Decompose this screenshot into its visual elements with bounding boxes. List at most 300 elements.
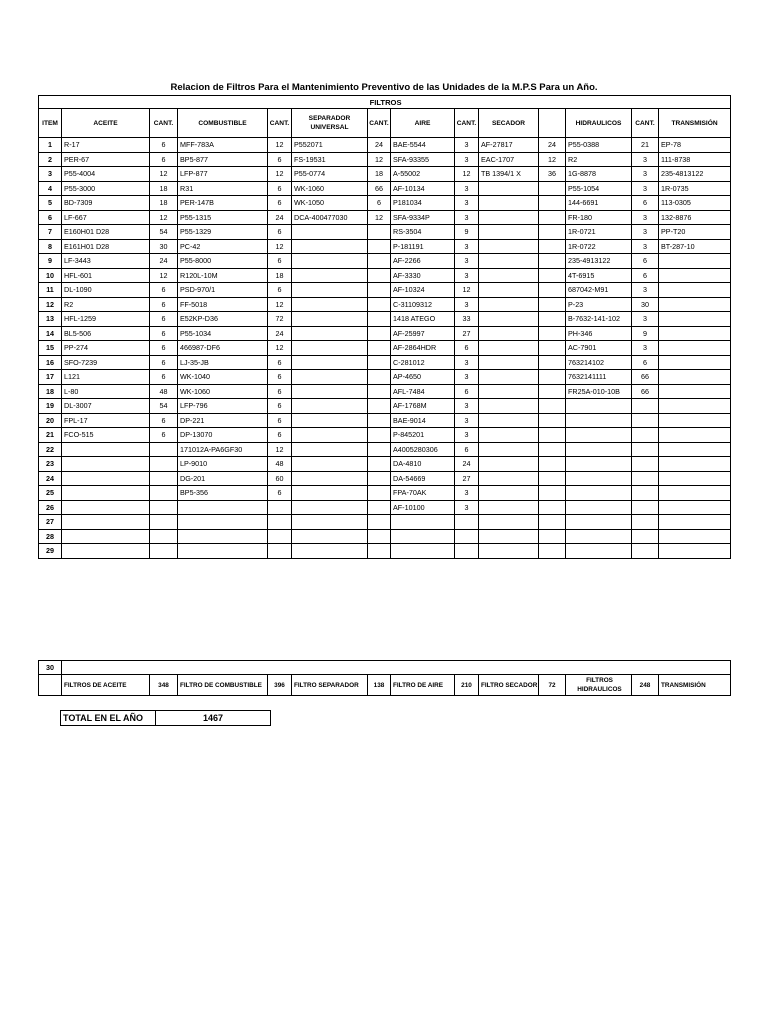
table-cell: 6 bbox=[150, 152, 178, 167]
table-cell bbox=[368, 457, 391, 472]
table-cell bbox=[62, 529, 150, 544]
table-cell bbox=[368, 283, 391, 298]
table-cell: HFL-601 bbox=[62, 268, 150, 283]
table-cell: FF-5018 bbox=[178, 297, 268, 312]
table-cell: P552071 bbox=[292, 138, 368, 153]
table-cell: P-23 bbox=[566, 297, 632, 312]
table-cell bbox=[292, 355, 368, 370]
table-cell: 12 bbox=[368, 210, 391, 225]
table-cell bbox=[479, 384, 539, 399]
table-cell bbox=[566, 486, 632, 501]
table-cell: 6 bbox=[632, 355, 659, 370]
table-cell bbox=[539, 413, 566, 428]
table-cell: 12 bbox=[150, 268, 178, 283]
summary-cell: 138 bbox=[368, 675, 391, 696]
table-cell: 33 bbox=[455, 312, 479, 327]
table-cell: 12 bbox=[368, 152, 391, 167]
item-number: 3 bbox=[39, 167, 62, 182]
table-cell: BAE-9014 bbox=[391, 413, 455, 428]
table-cell bbox=[659, 370, 731, 385]
table-row bbox=[39, 312, 731, 327]
table-cell: C-281012 bbox=[391, 355, 455, 370]
table-cell: P55-1054 bbox=[566, 181, 632, 196]
item-number: 2 bbox=[39, 152, 62, 167]
table-cell: 18 bbox=[150, 181, 178, 196]
table-cell: FS-19531 bbox=[292, 152, 368, 167]
table-cell bbox=[539, 341, 566, 356]
table-cell bbox=[368, 486, 391, 501]
table-cell bbox=[659, 341, 731, 356]
table-cell: 144-6691 bbox=[566, 196, 632, 211]
table-cell bbox=[539, 370, 566, 385]
table-cell: 6 bbox=[268, 152, 292, 167]
table-cell: 6 bbox=[268, 355, 292, 370]
table-cell: LF-667 bbox=[62, 210, 150, 225]
table-cell bbox=[566, 428, 632, 443]
table-row bbox=[39, 152, 731, 167]
table-cell: AF-1768M bbox=[391, 399, 455, 414]
row-30 bbox=[39, 661, 731, 675]
table-cell: 60 bbox=[268, 471, 292, 486]
column-header: COMBUSTIBLE bbox=[178, 109, 268, 138]
table-row bbox=[39, 384, 731, 399]
table-cell: 12 bbox=[268, 442, 292, 457]
table-cell bbox=[178, 515, 268, 530]
table-cell bbox=[566, 399, 632, 414]
table-cell: 6 bbox=[632, 254, 659, 269]
table-cell: 687042-M91 bbox=[566, 283, 632, 298]
item-number: 10 bbox=[39, 268, 62, 283]
table-cell: EAC-1707 bbox=[479, 152, 539, 167]
table-cell: R120L-10M bbox=[178, 268, 268, 283]
table-cell: 466987-DF6 bbox=[178, 341, 268, 356]
table-cell: 6 bbox=[455, 442, 479, 457]
table-cell: 12 bbox=[268, 239, 292, 254]
table-cell: 6 bbox=[368, 196, 391, 211]
table-cell bbox=[178, 544, 268, 559]
table-cell bbox=[292, 486, 368, 501]
table-cell: BP5-877 bbox=[178, 152, 268, 167]
table-cell: FPL-17 bbox=[62, 413, 150, 428]
table-cell bbox=[539, 268, 566, 283]
summary-cell: 72 bbox=[539, 675, 566, 696]
item-number: 9 bbox=[39, 254, 62, 269]
table-cell: BD-7309 bbox=[62, 196, 150, 211]
column-header bbox=[539, 109, 566, 138]
table-cell: BP5-356 bbox=[178, 486, 268, 501]
table-cell: LFP-877 bbox=[178, 167, 268, 182]
table-cell bbox=[659, 500, 731, 515]
table-cell bbox=[659, 428, 731, 443]
table-cell bbox=[268, 515, 292, 530]
table-cell bbox=[391, 515, 455, 530]
table-cell: 18 bbox=[268, 268, 292, 283]
summary-cell: TRANSMISIÓN bbox=[659, 675, 731, 696]
item-number: 30 bbox=[39, 661, 62, 675]
table-cell bbox=[632, 544, 659, 559]
table-cell: P55-0388 bbox=[566, 138, 632, 153]
table-cell: PSD-970/1 bbox=[178, 283, 268, 298]
table-cell: AC-7901 bbox=[566, 341, 632, 356]
table-cell: 1R-0735 bbox=[659, 181, 731, 196]
table-cell bbox=[539, 283, 566, 298]
table-cell: AFL-7484 bbox=[391, 384, 455, 399]
item-number: 29 bbox=[39, 544, 62, 559]
table-cell bbox=[539, 529, 566, 544]
column-header: CANT. bbox=[150, 109, 178, 138]
table-cell bbox=[150, 515, 178, 530]
table-cell: 30 bbox=[150, 239, 178, 254]
summary-cell: 396 bbox=[268, 675, 292, 696]
table-cell: 30 bbox=[632, 297, 659, 312]
table-cell bbox=[368, 225, 391, 240]
table-cell: 3 bbox=[455, 210, 479, 225]
table-cell: EP-78 bbox=[659, 138, 731, 153]
table-cell: 7632141111 bbox=[566, 370, 632, 385]
table-cell bbox=[539, 471, 566, 486]
table-cell: 3 bbox=[455, 254, 479, 269]
table-cell: 4T-6915 bbox=[566, 268, 632, 283]
table-cell: 72 bbox=[268, 312, 292, 327]
table-cell: 132-8876 bbox=[659, 210, 731, 225]
table-cell: AF-2864HDR bbox=[391, 341, 455, 356]
table-cell bbox=[566, 471, 632, 486]
table-cell bbox=[368, 297, 391, 312]
table-cell: PC-42 bbox=[178, 239, 268, 254]
table-cell: DP-13070 bbox=[178, 428, 268, 443]
table-row bbox=[39, 341, 731, 356]
table-cell bbox=[292, 457, 368, 472]
table-cell: 12 bbox=[455, 167, 479, 182]
table-cell bbox=[150, 457, 178, 472]
table-cell bbox=[632, 529, 659, 544]
item-number: 28 bbox=[39, 529, 62, 544]
table-row bbox=[39, 471, 731, 486]
table-cell: 6 bbox=[268, 413, 292, 428]
item-number: 16 bbox=[39, 355, 62, 370]
table-cell: 6 bbox=[150, 413, 178, 428]
table-row bbox=[39, 268, 731, 283]
table-cell: FR25A-010-10B bbox=[566, 384, 632, 399]
table-cell: AF-2266 bbox=[391, 254, 455, 269]
table-cell: 6 bbox=[150, 312, 178, 327]
table-cell bbox=[479, 515, 539, 530]
table-cell: E161H01 D28 bbox=[62, 239, 150, 254]
table-cell bbox=[62, 486, 150, 501]
table-cell: DP-221 bbox=[178, 413, 268, 428]
table-cell bbox=[368, 326, 391, 341]
table-cell: FR-180 bbox=[566, 210, 632, 225]
table-cell: DL-3007 bbox=[62, 399, 150, 414]
table-cell bbox=[659, 442, 731, 457]
table-cell bbox=[659, 254, 731, 269]
table-cell: AF-3330 bbox=[391, 268, 455, 283]
table-row bbox=[39, 442, 731, 457]
table-cell bbox=[62, 544, 150, 559]
table-cell bbox=[368, 442, 391, 457]
table-cell: LFP-796 bbox=[178, 399, 268, 414]
table-cell bbox=[150, 486, 178, 501]
summary-cell bbox=[39, 675, 62, 696]
table-cell bbox=[150, 544, 178, 559]
table-cell: 3 bbox=[455, 500, 479, 515]
table-cell: P55-1315 bbox=[178, 210, 268, 225]
table-cell: 24 bbox=[455, 457, 479, 472]
table-row bbox=[39, 413, 731, 428]
table-cell: 111-8738 bbox=[659, 152, 731, 167]
table-cell bbox=[479, 239, 539, 254]
table-cell: 6 bbox=[268, 370, 292, 385]
summary-cell: 210 bbox=[455, 675, 479, 696]
table-cell: 171012A-PA6GF30 bbox=[178, 442, 268, 457]
table-cell: 12 bbox=[268, 167, 292, 182]
table-cell bbox=[368, 471, 391, 486]
table-cell: AF-10134 bbox=[391, 181, 455, 196]
table-cell: 48 bbox=[150, 384, 178, 399]
table-row bbox=[39, 486, 731, 501]
table-cell: 3 bbox=[455, 239, 479, 254]
table-cell bbox=[539, 326, 566, 341]
table-cell: DA-54669 bbox=[391, 471, 455, 486]
table-cell bbox=[659, 312, 731, 327]
table-cell bbox=[539, 442, 566, 457]
table-cell: 24 bbox=[150, 254, 178, 269]
table-cell: 54 bbox=[150, 399, 178, 414]
table-cell bbox=[632, 413, 659, 428]
table-cell: MFF-783A bbox=[178, 138, 268, 153]
table-row bbox=[39, 138, 731, 153]
table-cell: 21 bbox=[632, 138, 659, 153]
table-cell bbox=[368, 254, 391, 269]
table-cell bbox=[479, 529, 539, 544]
empty-cell bbox=[62, 661, 731, 675]
table-cell bbox=[292, 471, 368, 486]
table-cell bbox=[659, 457, 731, 472]
table-cell bbox=[539, 254, 566, 269]
table-cell: 6 bbox=[632, 268, 659, 283]
table-cell: WK-1040 bbox=[178, 370, 268, 385]
table-cell bbox=[539, 196, 566, 211]
column-header: AIRE bbox=[391, 109, 455, 138]
table-cell: 6 bbox=[150, 138, 178, 153]
table-row bbox=[39, 326, 731, 341]
table-cell: AF-25997 bbox=[391, 326, 455, 341]
table-row bbox=[39, 428, 731, 443]
table-cell bbox=[479, 355, 539, 370]
table-cell: 18 bbox=[150, 196, 178, 211]
table-cell: 6 bbox=[150, 370, 178, 385]
table-row bbox=[39, 225, 731, 240]
table-cell bbox=[659, 486, 731, 501]
table-cell bbox=[539, 225, 566, 240]
table-cell: E160H01 D28 bbox=[62, 225, 150, 240]
table-cell bbox=[479, 297, 539, 312]
table-cell: R31 bbox=[178, 181, 268, 196]
table-cell: 24 bbox=[268, 210, 292, 225]
item-number: 21 bbox=[39, 428, 62, 443]
table-cell bbox=[292, 399, 368, 414]
table-cell bbox=[391, 529, 455, 544]
table-cell: 27 bbox=[455, 471, 479, 486]
table-cell: WK-1060 bbox=[178, 384, 268, 399]
group-header: FILTROS bbox=[39, 96, 731, 109]
table-cell: 3 bbox=[455, 486, 479, 501]
table-cell bbox=[566, 442, 632, 457]
table-cell: SFA-9334P bbox=[391, 210, 455, 225]
table-cell: P55-8000 bbox=[178, 254, 268, 269]
table-cell: 763214102 bbox=[566, 355, 632, 370]
table-cell bbox=[455, 544, 479, 559]
table-row bbox=[39, 370, 731, 385]
table-cell: DCA-400477030 bbox=[292, 210, 368, 225]
table-row bbox=[39, 355, 731, 370]
table-cell bbox=[632, 399, 659, 414]
column-header: SEPARADOR UNIVERSAL bbox=[292, 109, 368, 138]
table-cell: 27 bbox=[455, 326, 479, 341]
table-cell: AF-27817 bbox=[479, 138, 539, 153]
table-cell: P55-1329 bbox=[178, 225, 268, 240]
summary-cell: FILTRO DE AIRE bbox=[391, 675, 455, 696]
table-cell: LF-3443 bbox=[62, 254, 150, 269]
table-cell bbox=[632, 442, 659, 457]
item-number: 20 bbox=[39, 413, 62, 428]
table-cell bbox=[479, 544, 539, 559]
table-cell bbox=[539, 486, 566, 501]
table-cell bbox=[479, 225, 539, 240]
table-cell bbox=[368, 515, 391, 530]
item-number: 13 bbox=[39, 312, 62, 327]
table-cell: 6 bbox=[150, 355, 178, 370]
table-cell: 3 bbox=[632, 152, 659, 167]
table-cell: 6 bbox=[268, 486, 292, 501]
table-cell: 3 bbox=[455, 297, 479, 312]
table-cell: L121 bbox=[62, 370, 150, 385]
table-cell: 36 bbox=[539, 167, 566, 182]
summary-cell: FILTRO DE COMBUSTIBLE bbox=[178, 675, 268, 696]
table-cell: 6 bbox=[455, 384, 479, 399]
table-cell: 24 bbox=[268, 326, 292, 341]
item-number: 8 bbox=[39, 239, 62, 254]
total-value: 1467 bbox=[156, 711, 271, 726]
column-header: TRANSMISIÓN bbox=[659, 109, 731, 138]
table-cell bbox=[566, 500, 632, 515]
table-cell bbox=[150, 471, 178, 486]
table-cell: R-17 bbox=[62, 138, 150, 153]
table-row bbox=[39, 254, 731, 269]
table-cell bbox=[455, 529, 479, 544]
table-cell: AP-4650 bbox=[391, 370, 455, 385]
table-cell: 12 bbox=[268, 138, 292, 153]
table-cell bbox=[368, 428, 391, 443]
table-cell bbox=[178, 500, 268, 515]
table-cell: 6 bbox=[268, 181, 292, 196]
table-cell bbox=[539, 239, 566, 254]
item-number: 7 bbox=[39, 225, 62, 240]
table-cell bbox=[566, 457, 632, 472]
table-cell: BAE-5544 bbox=[391, 138, 455, 153]
table-cell: P181034 bbox=[391, 196, 455, 211]
table-cell: PP-T20 bbox=[659, 225, 731, 240]
column-header: ITEM bbox=[39, 109, 62, 138]
column-header: SECADOR bbox=[479, 109, 539, 138]
table-cell: P-845201 bbox=[391, 428, 455, 443]
table-cell: 6 bbox=[150, 341, 178, 356]
table-cell bbox=[62, 457, 150, 472]
table-cell bbox=[292, 312, 368, 327]
table-cell: PER-147B bbox=[178, 196, 268, 211]
column-header: ACEITE bbox=[62, 109, 150, 138]
table-cell bbox=[479, 254, 539, 269]
table-cell: 6 bbox=[268, 225, 292, 240]
column-header: CANT. bbox=[268, 109, 292, 138]
column-header: CANT. bbox=[632, 109, 659, 138]
item-number: 15 bbox=[39, 341, 62, 356]
table-cell bbox=[539, 544, 566, 559]
table-cell: 24 bbox=[539, 138, 566, 153]
table-cell bbox=[566, 544, 632, 559]
table-row bbox=[39, 399, 731, 414]
total-label: TOTAL EN EL AÑO bbox=[61, 711, 156, 726]
table-cell: E52KP-D36 bbox=[178, 312, 268, 327]
table-cell bbox=[539, 181, 566, 196]
table-cell bbox=[479, 370, 539, 385]
table-cell: 3 bbox=[632, 239, 659, 254]
table-cell: 6 bbox=[150, 428, 178, 443]
table-cell: 24 bbox=[368, 138, 391, 153]
table-cell: BL5-506 bbox=[62, 326, 150, 341]
table-cell: L-80 bbox=[62, 384, 150, 399]
table-cell: 12 bbox=[539, 152, 566, 167]
table-cell bbox=[292, 442, 368, 457]
table-cell bbox=[368, 529, 391, 544]
table-cell bbox=[368, 239, 391, 254]
item-number: 5 bbox=[39, 196, 62, 211]
total-table bbox=[60, 710, 271, 726]
item-number: 22 bbox=[39, 442, 62, 457]
table-cell: 6 bbox=[268, 196, 292, 211]
item-number: 12 bbox=[39, 297, 62, 312]
table-cell bbox=[268, 500, 292, 515]
table-row bbox=[39, 181, 731, 196]
item-number: 18 bbox=[39, 384, 62, 399]
table-cell bbox=[539, 210, 566, 225]
table-row bbox=[39, 297, 731, 312]
table-cell bbox=[479, 312, 539, 327]
table-row bbox=[39, 457, 731, 472]
table-cell: 9 bbox=[632, 326, 659, 341]
table-cell: HFL-1259 bbox=[62, 312, 150, 327]
table-cell bbox=[479, 486, 539, 501]
table-cell: 9 bbox=[455, 225, 479, 240]
table-cell bbox=[268, 529, 292, 544]
table-cell bbox=[292, 268, 368, 283]
table-cell: P55-3000 bbox=[62, 181, 150, 196]
table-cell bbox=[659, 544, 731, 559]
table-cell: R2 bbox=[566, 152, 632, 167]
column-header: CANT. bbox=[455, 109, 479, 138]
summary-cell: 248 bbox=[632, 675, 659, 696]
table-cell bbox=[539, 457, 566, 472]
table-cell bbox=[368, 370, 391, 385]
table-cell bbox=[659, 471, 731, 486]
table-cell: PP-274 bbox=[62, 341, 150, 356]
table-cell bbox=[632, 486, 659, 501]
column-header: CANT. bbox=[368, 109, 391, 138]
table-cell bbox=[659, 355, 731, 370]
table-cell: LP-9010 bbox=[178, 457, 268, 472]
table-cell bbox=[368, 384, 391, 399]
total-row bbox=[61, 711, 271, 726]
